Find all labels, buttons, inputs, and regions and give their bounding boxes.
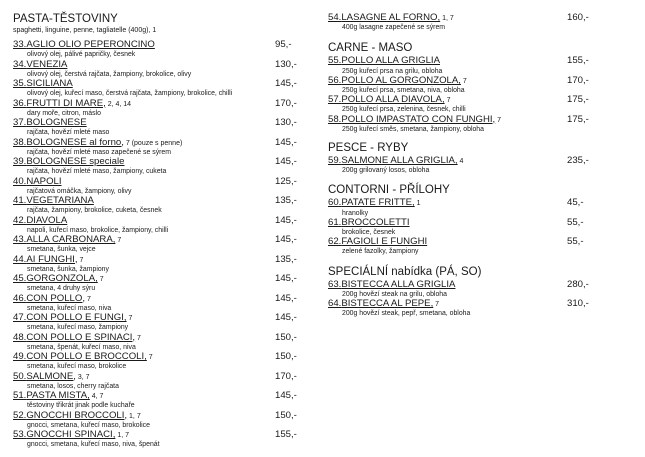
menu-item-allergens: 2, 4, 14 [105, 100, 132, 108]
menu-item-price: 55,- [567, 236, 584, 248]
menu-item-number: 51. [13, 390, 27, 401]
menu-item-name-line [13, 60, 303, 71]
menu-item-name-line [13, 99, 303, 110]
menu-item [13, 157, 303, 176]
section-note-pasta: spaghetti, linguine, penne, tagliatelle (400g), 1 [13, 27, 157, 34]
menu-item [328, 13, 635, 32]
menu-section [328, 142, 635, 175]
menu-item-allergens: 7 [460, 77, 467, 85]
menu-item-name: BROCCOLETTI [341, 216, 410, 228]
menu-item-name-line [328, 156, 635, 167]
menu-item-number: 63. [328, 278, 342, 290]
menu-item-description: smetana, kuřecí maso, brokolice [27, 363, 127, 371]
menu-item-name-line [13, 138, 303, 149]
menu-item-price: 145,- [275, 156, 297, 167]
menu-item-number: 49. [13, 351, 27, 362]
menu-item-description: 200g grilovaný losos, obloha [342, 167, 430, 175]
menu-item-allergens: 7 [115, 237, 122, 244]
menu-item-description: 250g kuřecí prsa, zelenina, česnek, chilli [342, 106, 466, 114]
menu-item [328, 76, 635, 95]
menu-item [13, 333, 303, 352]
menu-item-description: brokolice, česnek [342, 229, 396, 237]
menu-item-name-line [13, 40, 303, 51]
menu-item-name-line [13, 411, 303, 422]
menu-item-description: rajčata, hovězí mleté maso zapečené se sýrem [27, 148, 172, 156]
menu-item-price: 235,- [567, 155, 589, 167]
menu-item-description: zelené fazolky, žampiony [342, 248, 419, 256]
menu-item-name: NAPOLI [26, 175, 62, 187]
menu-item-name-line [328, 218, 635, 229]
menu-item-number: 54. [328, 12, 342, 23]
menu-item [13, 235, 303, 254]
menu-item-price: 125,- [275, 175, 297, 187]
menu-item-name: BOLOGNESE speciale [26, 156, 125, 167]
menu-item-number: 38. [13, 136, 27, 148]
menu-item-name-line [13, 333, 303, 344]
menu-item-allergens: 4 [457, 158, 464, 166]
menu-item-number: 36. [13, 97, 27, 109]
menu-item-price: 145,- [275, 292, 297, 304]
menu-item-price: 310,- [567, 298, 589, 310]
menu-item [13, 391, 303, 410]
menu-section [328, 184, 635, 256]
menu-item-number: 56. [328, 74, 342, 86]
menu-item-description: smetana, kuřecí maso, žampiony [27, 324, 129, 332]
menu-item-description: olivový olej, pálivé papričky, česnek [27, 51, 136, 59]
section-title: CARNE - MASO [328, 42, 413, 55]
menu-item [328, 156, 635, 175]
menu-item-price: 155,- [567, 55, 589, 67]
menu-item-allergens: 7 [77, 256, 84, 264]
menu-item-description: smetana, losos, cherry rajčata [27, 382, 119, 390]
menu-item-name: FRUTTI DI MARE, [26, 97, 106, 109]
menu-item-price: 55,- [567, 216, 584, 228]
menu-item-description: napoli, kuřecí maso, brokolice, žampiony, chilli [27, 226, 169, 234]
menu-item-allergens: 7 [85, 295, 91, 303]
menu-item-name-line [13, 79, 303, 90]
menu-item [13, 313, 303, 332]
lasagne-block [328, 13, 635, 32]
menu-item-description: 200g hovězí steak, pepř, smetana, obloha [342, 310, 471, 318]
menu-item [328, 237, 635, 256]
menu-item-number: 44. [13, 253, 27, 265]
right-column [328, 0, 635, 318]
menu-item-name-line [13, 352, 303, 363]
menu-item-price: 150,- [275, 351, 297, 362]
menu-item-number: 37. [13, 117, 27, 128]
menu-item-description: smetana, 4 druhy sýru [27, 285, 96, 293]
menu-item-description: rajčata, hovězí mleté maso, žampiony, cuketa [27, 168, 167, 176]
menu-item-name: BISTECCA ALLA GRIGLIA [341, 278, 456, 290]
section-title: PESCE - RYBY [328, 142, 409, 155]
menu-item-price: 170,- [567, 74, 589, 86]
menu-item-name: POLLO IMPASTATO CON FUNGHI, [341, 113, 496, 125]
menu-item-name-line [328, 115, 635, 126]
menu-item-name-line [328, 76, 635, 87]
menu-item-name: CON POLLO E FUNGI, [26, 312, 127, 323]
menu-item-price: 135,- [275, 195, 297, 206]
menu-item [13, 196, 303, 215]
menu-item-name: BOLOGNESE al forno, [26, 136, 124, 148]
menu-item-name-line [328, 237, 635, 248]
menu-item-description: gnocci, smetana, kuřecí maso, brokolice [27, 421, 150, 429]
menu-item-name: PASTA MISTA, [26, 390, 90, 401]
menu-item-name: AGLIO OLIO PEPERONCINO [26, 39, 155, 50]
menu-item [328, 198, 635, 217]
menu-item-description: rajčatová omáčka, žampiony, olivy [27, 187, 132, 195]
menu-item-name-line [13, 430, 303, 441]
menu-item-number: 45. [13, 273, 27, 284]
menu-item-name-line [328, 280, 635, 291]
menu-item-number: 43. [13, 234, 27, 245]
section-title: SPECIÁLNÍ nabídka (PÁ, SO) [328, 265, 482, 278]
menu-item-allergens: 1, 7 [115, 432, 129, 439]
menu-item-number: 64. [328, 298, 342, 310]
menu-item-description: smetana, špenát, kuřecí maso, niva [27, 343, 136, 351]
menu-item-price: 160,- [567, 12, 589, 23]
section-title: CONTORNI - PŘÍLOHY [328, 184, 450, 197]
menu-item-price: 135,- [275, 253, 297, 265]
menu-item-number: 35. [13, 78, 27, 89]
menu-item [13, 118, 303, 137]
menu-item-name-line [13, 294, 303, 305]
menu-item-name: FAGIOLI E FUNGHI [341, 236, 428, 248]
menu-item [328, 115, 635, 134]
menu-item-number: 34. [13, 58, 27, 70]
menu-item-name: AI FUNGHI, [26, 253, 78, 265]
menu-item-name-line [13, 313, 303, 324]
menu-item-name: DIAVOLA [26, 214, 68, 226]
menu-item-allergens: 1, 7 [440, 15, 454, 22]
menu-item-name: POLLO ALLA GRIGLIA [341, 55, 440, 67]
menu-item-name: SICILIANA [26, 78, 73, 89]
menu-item [13, 430, 303, 449]
menu-item-name: SALMONE ALLA GRIGLIA, [341, 155, 458, 167]
menu-item-name-line [328, 299, 635, 310]
menu-item-name-line [13, 274, 303, 285]
menu-item-description: 200g hovězí steak na grilu, obloha [342, 290, 447, 298]
menu-item-price: 145,- [275, 312, 297, 323]
menu-item-description: těstoviny třikrát jinak podle kuchaře [27, 402, 135, 410]
menu-item-number: 58. [328, 113, 342, 125]
menu-item [328, 56, 635, 75]
menu-item [13, 40, 303, 59]
menu-item-number: 52. [13, 409, 27, 421]
menu-item-description: smetana, šunka, žampiony [27, 265, 109, 273]
menu-item-price: 280,- [567, 278, 589, 290]
menu-item-description: smetana, kuřecí maso, niva [27, 304, 112, 312]
menu-item-price: 145,- [275, 136, 297, 148]
menu-item-price: 145,- [275, 78, 297, 89]
menu-item-name: GORGONZOLA, [26, 273, 98, 284]
menu-item-number: 42. [13, 214, 27, 226]
menu-item-number: 62. [328, 236, 342, 248]
menu-item-name: CON POLLO E SPINACI, [26, 331, 136, 343]
menu-item-description: 250g kuřecí směs, smetana, žampiony, obloha [342, 125, 484, 133]
menu-item-name-line [328, 13, 635, 24]
menu-item-name: GNOCCHI BROCCOLI, [26, 409, 128, 421]
menu-item [13, 352, 303, 371]
menu-item-description: olivový olej, čerstvá rajčata, žampiony, brokolice, olivy [27, 70, 192, 78]
menu-item-name-line [13, 235, 303, 246]
menu-item-name: VEGETARIANA [26, 195, 94, 206]
menu-item [13, 274, 303, 293]
menu-item-allergens: 7 [146, 354, 153, 361]
menu-item-price: 45,- [567, 197, 584, 209]
menu-item-price: 130,- [275, 58, 297, 70]
menu-item-number: 57. [328, 94, 342, 106]
menu-item-name-line [13, 196, 303, 207]
menu-item-description: hranolky [342, 209, 369, 217]
menu-item-description: 250g kuřecí prsa na grilu, obloha [342, 67, 443, 75]
menu-item [328, 95, 635, 114]
menu-item-description: 250g kuřecí prsa, smetana, niva, obloha [342, 87, 465, 95]
menu-item-name: POLLO ALLA DIAVOLA, [341, 94, 445, 106]
menu-item [13, 79, 303, 98]
menu-item-name: SALMONE, [26, 370, 76, 382]
menu-item-number: 41. [13, 195, 27, 206]
menu-item-price: 95,- [275, 39, 292, 50]
menu-item-price: 145,- [275, 273, 297, 284]
section-title-pasta: PASTA-TĚSTOVINY [13, 13, 118, 25]
menu-item-allergens: 7 (pouze s penne) [123, 139, 183, 147]
menu-item-name-line [13, 255, 303, 266]
menu-item-number: 33. [13, 39, 27, 50]
menu-item-name: ALLA CARBONARA, [26, 234, 116, 245]
menu-item-price: 145,- [275, 214, 297, 226]
menu-item-allergens: 7 [444, 97, 451, 105]
menu-item-price: 150,- [275, 409, 297, 421]
menu-section [328, 42, 635, 134]
menu-item-price: 175,- [567, 113, 589, 125]
menu-item-number: 61. [328, 216, 342, 228]
menu-item-name-line [13, 157, 303, 168]
menu-item-name-line [13, 391, 303, 402]
menu-item-name: CON POLLO E BROCCOLI, [26, 351, 147, 362]
left-column [13, 0, 303, 450]
menu-item-price: 150,- [275, 331, 297, 343]
menu-item-description: rajčata, hovězí mleté maso [27, 129, 110, 137]
menu-item-price: 170,- [275, 370, 297, 382]
menu-item-price: 130,- [275, 117, 297, 128]
menu-item [13, 138, 303, 157]
menu-item-number: 46. [13, 292, 27, 304]
menu-item [13, 60, 303, 79]
menu-item-name-line [13, 177, 303, 188]
menu-item [13, 99, 303, 118]
menu-item [328, 280, 635, 299]
menu-item-allergens: 4, 7 [89, 393, 104, 400]
menu-item [13, 294, 303, 313]
menu-item [13, 411, 303, 430]
menu-item-name: POLLO AL GORGONZOLA, [341, 74, 461, 86]
menu-item-description: gnocci, smetana, kuřecí maso, niva, špenát [27, 441, 160, 449]
menu-item-price: 145,- [275, 390, 297, 401]
menu-item-allergens: 7 [126, 315, 133, 322]
menu-item-allergens: 7 [433, 301, 440, 309]
menu-item-number: 48. [13, 331, 27, 343]
menu-item-allergens: 1 [414, 200, 421, 208]
menu-item-name-line [328, 198, 635, 209]
menu-item-price: 155,- [275, 429, 297, 440]
menu-item-number: 47. [13, 312, 27, 323]
menu-item [13, 372, 303, 391]
menu-item-name: BISTECCA AL PEPE, [341, 298, 434, 310]
menu-item [13, 255, 303, 274]
menu-item-name: GNOCCHI SPINACI, [26, 429, 116, 440]
menu-item-name: CON POLLO, [26, 292, 85, 304]
pasta-list [13, 40, 303, 449]
menu-item-description: smetana, šunka, vejce [27, 246, 96, 254]
menu-item-name-line [13, 118, 303, 129]
menu-item-allergens: 3, 7 [75, 373, 90, 381]
menu-item-number: 60. [328, 197, 342, 209]
menu-item-number: 50. [13, 370, 27, 382]
menu-item-description: olivový olej, kuřecí maso, čerstvá rajčata, žampiony, brokolice, chilli [27, 90, 233, 98]
menu-item-number: 55. [328, 55, 342, 67]
menu-item-name: BOLOGNESE [26, 117, 87, 128]
menu-item-description: dary moře, citron, máslo [27, 109, 101, 117]
menu-item-name-line [328, 56, 635, 67]
menu-item-number: 39. [13, 156, 27, 167]
menu-item-price: 145,- [275, 234, 297, 245]
menu-item [328, 299, 635, 318]
menu-item-allergens: 7 [495, 116, 502, 124]
menu-item [13, 177, 303, 196]
menu-item-description: rajčata, žampiony, brokolice, cuketa, česnek [27, 207, 162, 215]
menu-item-allergens: 7 [97, 276, 104, 283]
menu-item-name-line [13, 216, 303, 227]
menu-item-price: 175,- [567, 94, 589, 106]
menu-item [13, 216, 303, 235]
menu-item-number: 53. [13, 429, 27, 440]
menu-item-allergens: 7 [135, 334, 141, 342]
menu-item [328, 218, 635, 237]
menu-item-name-line [13, 372, 303, 383]
menu-item-name: PATATE FRITTE, [341, 197, 415, 209]
menu-section [328, 266, 635, 319]
menu-item-number: 40. [13, 175, 27, 187]
right-sections [328, 42, 635, 318]
menu-item-price: 170,- [275, 97, 297, 109]
menu-item-number: 59. [328, 155, 342, 167]
menu-item-description: 400g lasagne zapečené se sýrem [342, 24, 446, 32]
menu-item-name-line [328, 95, 635, 106]
menu-item-allergens: 1, 7 [127, 412, 141, 420]
menu-item-name: VENEZIA [26, 58, 68, 70]
menu-item-name: LASAGNE AL FORNO, [341, 12, 441, 23]
